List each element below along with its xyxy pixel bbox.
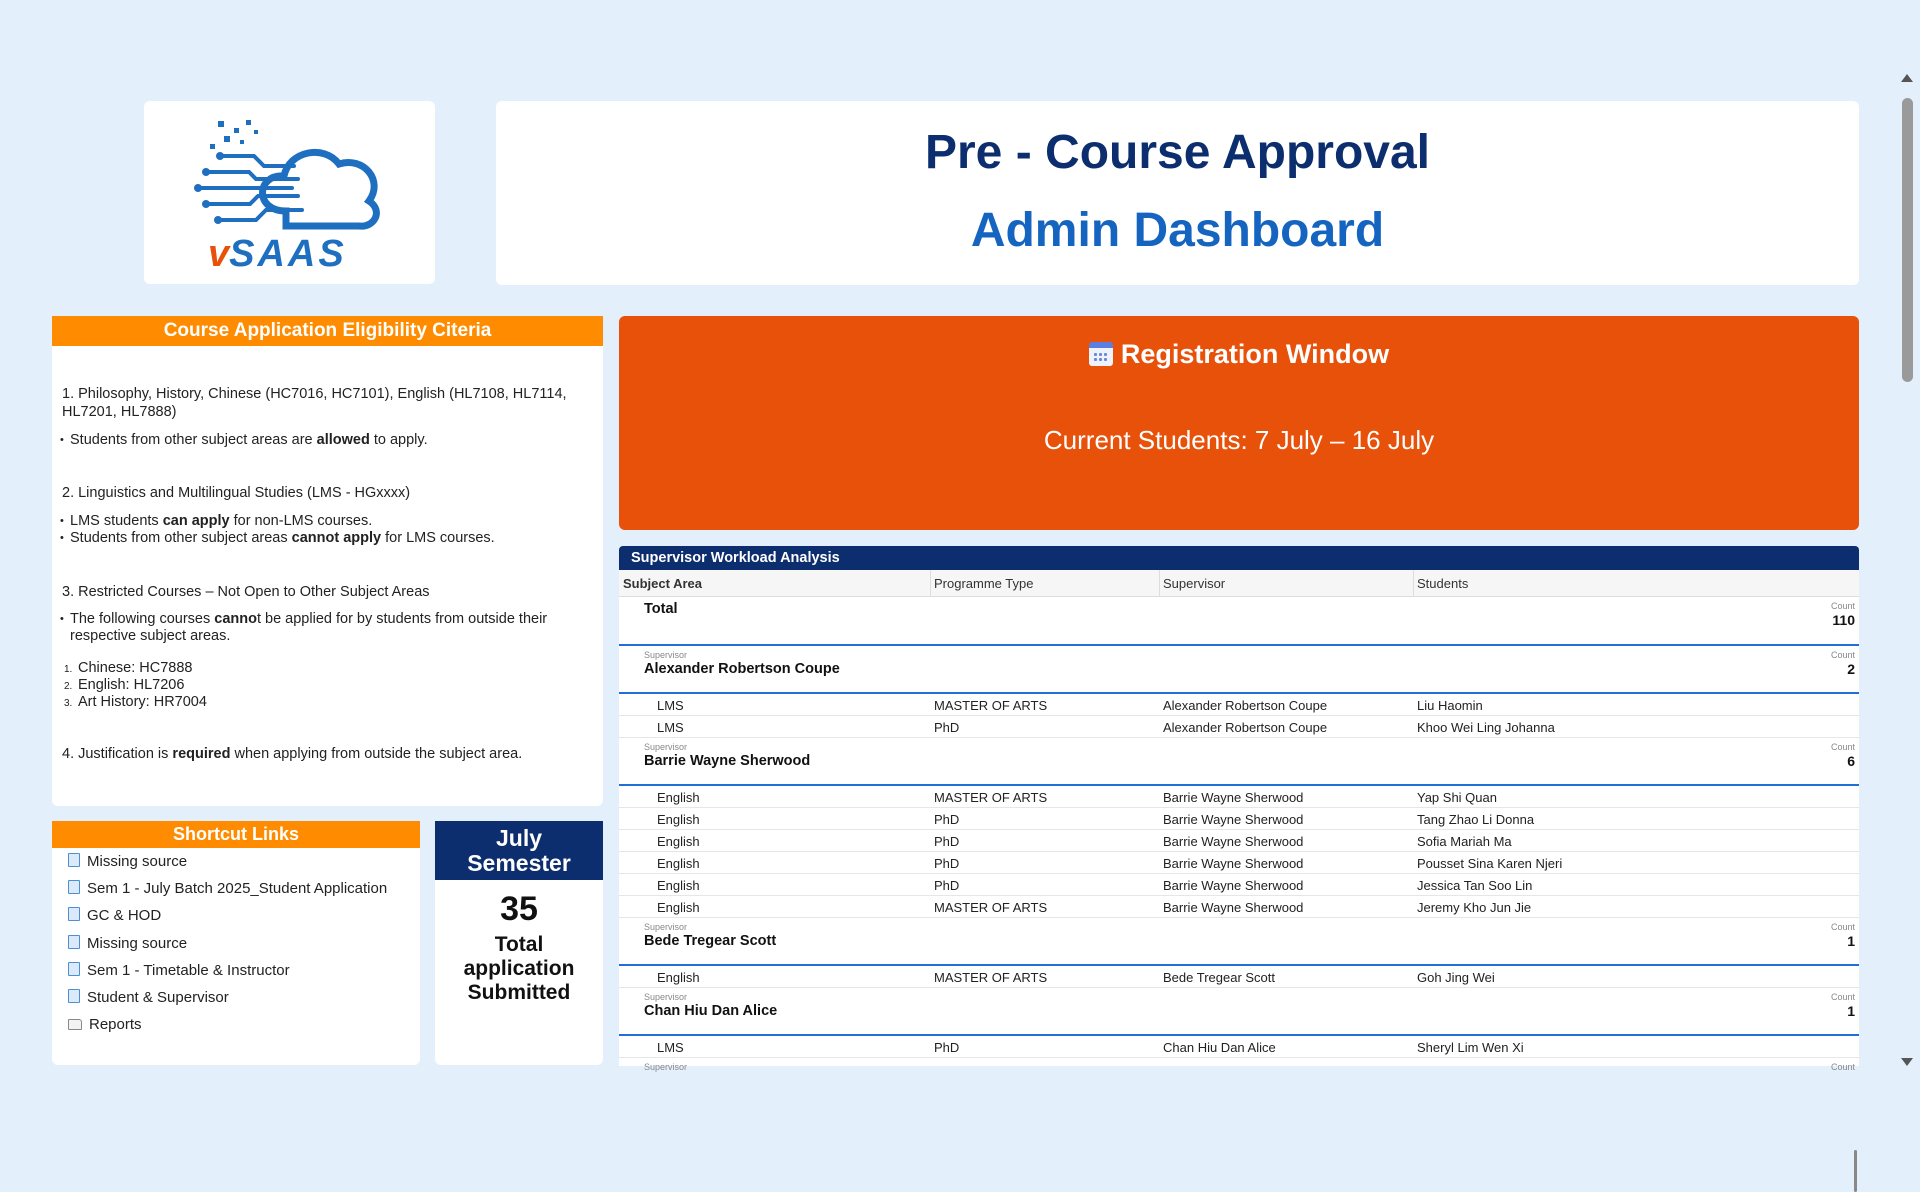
- table-row[interactable]: [619, 966, 1859, 988]
- supervisor-count: 2: [1847, 661, 1855, 677]
- subject-area-cell: English: [657, 878, 700, 893]
- criteria-heading: Course Application Eligibility Citeria: [52, 316, 603, 346]
- logo-text: vSAAS: [208, 233, 347, 275]
- programme-type-cell: MASTER OF ARTS: [934, 970, 1048, 985]
- subject-area-cell: English: [657, 790, 700, 805]
- supervisor-name: Alexander Robertson Coupe: [644, 661, 840, 677]
- count-caption: Count: [1830, 922, 1855, 932]
- student-cell: Jeremy Kho Jun Jie: [1417, 900, 1532, 915]
- july-semester-heading: July Semester: [435, 821, 603, 880]
- table-row[interactable]: [619, 808, 1859, 830]
- programme-type-cell: PhD: [934, 834, 960, 849]
- criteria-4-title: 4. Justification is required when applying from outside the subject area.: [62, 746, 523, 762]
- workload-heading: Supervisor Workload Analysis: [619, 546, 1859, 570]
- supervisor-count: 1: [1847, 933, 1855, 949]
- supervisor-group-row[interactable]: [619, 646, 1859, 694]
- student-cell: Pousset Sina Karen Njeri: [1417, 856, 1563, 871]
- supervisor-cell: Alexander Robertson Coupe: [1163, 698, 1328, 713]
- programme-type-cell: MASTER OF ARTS: [934, 790, 1048, 805]
- criteria-3-title: 3. Restricted Courses – Not Open to Other Subject Areas: [62, 584, 430, 600]
- supervisor-group-row[interactable]: [619, 988, 1859, 1036]
- count-caption: Count: [1830, 742, 1855, 752]
- title-card: [496, 101, 1859, 285]
- calendar-icon: [1089, 342, 1113, 366]
- supervisor-cell: Chan Hiu Dan Alice: [1163, 1040, 1276, 1055]
- shortcut-link[interactable]: Missing source: [68, 852, 187, 872]
- registration-title: Registration Window: [619, 339, 1859, 370]
- supervisor-caption: Supervisor: [644, 992, 688, 1002]
- total-label: Total: [644, 601, 678, 617]
- programme-type-cell: PhD: [934, 1040, 960, 1055]
- shortcut-link[interactable]: Sem 1 - Timetable & Instructor: [68, 961, 290, 981]
- criteria-2-title: 2. Linguistics and Multilingual Studies (LMS - HGxxxx): [62, 485, 411, 501]
- supervisor-cell: Barrie Wayne Sherwood: [1163, 900, 1304, 915]
- student-cell: Tang Zhao Li Donna: [1417, 812, 1535, 827]
- page-scrollbar-thumb[interactable]: [1902, 98, 1913, 382]
- count-caption: Count: [1830, 650, 1855, 660]
- programme-type-cell: MASTER OF ARTS: [934, 900, 1048, 915]
- july-semester-card: [435, 821, 603, 1065]
- student-cell: Sheryl Lim Wen Xi: [1417, 1040, 1524, 1055]
- programme-type-cell: PhD: [934, 720, 960, 735]
- scroll-down-arrow[interactable]: [1901, 1058, 1913, 1066]
- total-applications-label: Total application Submitted: [463, 933, 575, 1004]
- student-cell: Liu Haomin: [1417, 698, 1483, 713]
- shortcut-link[interactable]: Sem 1 - July Batch 2025_Student Application: [68, 879, 387, 899]
- supervisor-group-row[interactable]: [619, 1058, 1859, 1078]
- programme-type-cell: MASTER OF ARTS: [934, 698, 1048, 713]
- supervisor-group-row[interactable]: [619, 918, 1859, 966]
- programme-type-cell: PhD: [934, 878, 960, 893]
- logo-card: [144, 101, 435, 284]
- table-row[interactable]: [619, 786, 1859, 808]
- column-header-students[interactable]: Students: [1417, 576, 1469, 591]
- eligibility-criteria-panel: [52, 316, 603, 806]
- supervisor-cell: Barrie Wayne Sherwood: [1163, 878, 1304, 893]
- subject-area-cell: English: [657, 900, 700, 915]
- subject-area-cell: English: [657, 812, 700, 827]
- subject-area-cell: LMS: [657, 1040, 684, 1055]
- vsaas-logo: [194, 116, 394, 276]
- registration-window-banner: [619, 316, 1859, 530]
- document-icon: [68, 962, 80, 976]
- document-icon: [68, 935, 80, 949]
- student-cell: Jessica Tan Soo Lin: [1417, 878, 1533, 893]
- supervisor-name: Barrie Wayne Sherwood: [644, 753, 811, 769]
- shortcut-links-panel: [52, 821, 420, 1065]
- page-subtitle: Admin Dashboard: [970, 204, 1385, 257]
- column-header-supervisor[interactable]: Supervisor: [1163, 576, 1226, 591]
- shortcut-heading: Shortcut Links: [52, 821, 420, 848]
- table-row[interactable]: [619, 694, 1859, 716]
- supervisor-cell: Barrie Wayne Sherwood: [1163, 790, 1304, 805]
- column-header-programme-type[interactable]: Programme Type: [934, 576, 1034, 591]
- shortcut-link[interactable]: GC & HOD: [68, 906, 161, 926]
- subject-area-cell: LMS: [657, 720, 684, 735]
- supervisor-caption: Supervisor: [644, 922, 688, 932]
- criteria-2-bullet-2: • Students from other subject areas cannot apply for LMS courses.: [70, 530, 590, 547]
- programme-type-cell: PhD: [934, 812, 960, 827]
- criteria-1-bullet: • Students from other subject areas are allowed to apply.: [70, 432, 590, 449]
- shortcut-link[interactable]: Reports: [68, 1015, 142, 1035]
- document-icon: [68, 880, 80, 894]
- restricted-course-item: 1. Chinese: HC7888: [64, 660, 193, 676]
- page-title: Pre - Course Approval: [924, 126, 1430, 179]
- supervisor-cell: Barrie Wayne Sherwood: [1163, 834, 1304, 849]
- table-header: [619, 570, 1859, 597]
- shortcut-link[interactable]: Student & Supervisor: [68, 988, 229, 1008]
- count-caption: Count: [1830, 992, 1855, 1002]
- criteria-2-bullet-1: • LMS students can apply for non-LMS courses.: [70, 513, 590, 530]
- programme-type-cell: PhD: [934, 856, 960, 871]
- shortcut-link[interactable]: Missing source: [68, 934, 187, 954]
- subject-area-cell: English: [657, 834, 700, 849]
- supervisor-name: Chan Hiu Dan Alice: [644, 1003, 778, 1019]
- scroll-up-arrow[interactable]: [1901, 74, 1913, 82]
- count-caption: Count: [1830, 1062, 1855, 1072]
- supervisor-cell: Barrie Wayne Sherwood: [1163, 812, 1304, 827]
- document-icon: [68, 853, 80, 867]
- total-group-row[interactable]: [619, 597, 1859, 646]
- criteria-3-bullet: • The following courses cannot be applied for by students from outside their respective subject areas.: [70, 611, 590, 645]
- subject-area-cell: LMS: [657, 698, 684, 713]
- student-cell: Khoo Wei Ling Johanna: [1417, 720, 1555, 735]
- supervisor-cell: Bede Tregear Scott: [1163, 970, 1276, 985]
- supervisor-workload-table: [619, 546, 1859, 1072]
- table-row[interactable]: [619, 1036, 1859, 1058]
- criteria-1-title: 1. Philosophy, History, Chinese (HC7016, HC7101), English (HL7108, HL7114, HL7201, HL7888): [62, 386, 567, 420]
- supervisor-caption: Supervisor: [644, 650, 688, 660]
- document-icon: [68, 989, 80, 1003]
- supervisor-cell: Barrie Wayne Sherwood: [1163, 856, 1304, 871]
- supervisor-caption: Supervisor: [644, 742, 688, 752]
- subject-area-cell: English: [657, 856, 700, 871]
- subject-area-cell: English: [657, 970, 700, 985]
- table-scrollbar[interactable]: [1854, 1150, 1857, 1192]
- supervisor-caption: Supervisor: [644, 1062, 688, 1072]
- restricted-course-item: 3. Art History: HR7004: [64, 694, 207, 710]
- student-cell: Goh Jing Wei: [1417, 970, 1495, 985]
- document-icon: [68, 907, 80, 921]
- total-applications-count: 35: [500, 890, 538, 928]
- restricted-course-item: 2. English: HL7206: [64, 677, 185, 693]
- table-row[interactable]: [619, 896, 1859, 918]
- supervisor-count: 6: [1847, 753, 1855, 769]
- total-count: 110: [1832, 612, 1855, 628]
- supervisor-name: Bede Tregear Scott: [644, 933, 777, 949]
- count-caption: Count: [1830, 601, 1855, 611]
- student-cell: Sofia Mariah Ma: [1417, 834, 1512, 849]
- table-row[interactable]: [619, 830, 1859, 852]
- table-row[interactable]: [619, 852, 1859, 874]
- table-row[interactable]: [619, 716, 1859, 738]
- table-row[interactable]: [619, 874, 1859, 896]
- registration-dates: Current Students: 7 July – 16 July: [1043, 425, 1435, 455]
- table-body: [619, 597, 1859, 1072]
- column-header-subject-area[interactable]: Subject Area: [623, 576, 702, 591]
- supervisor-count: 1: [1847, 1003, 1855, 1019]
- supervisor-cell: Alexander Robertson Coupe: [1163, 720, 1328, 735]
- student-cell: Yap Shi Quan: [1417, 790, 1497, 805]
- folder-icon: [68, 1019, 82, 1030]
- supervisor-group-row[interactable]: [619, 738, 1859, 786]
